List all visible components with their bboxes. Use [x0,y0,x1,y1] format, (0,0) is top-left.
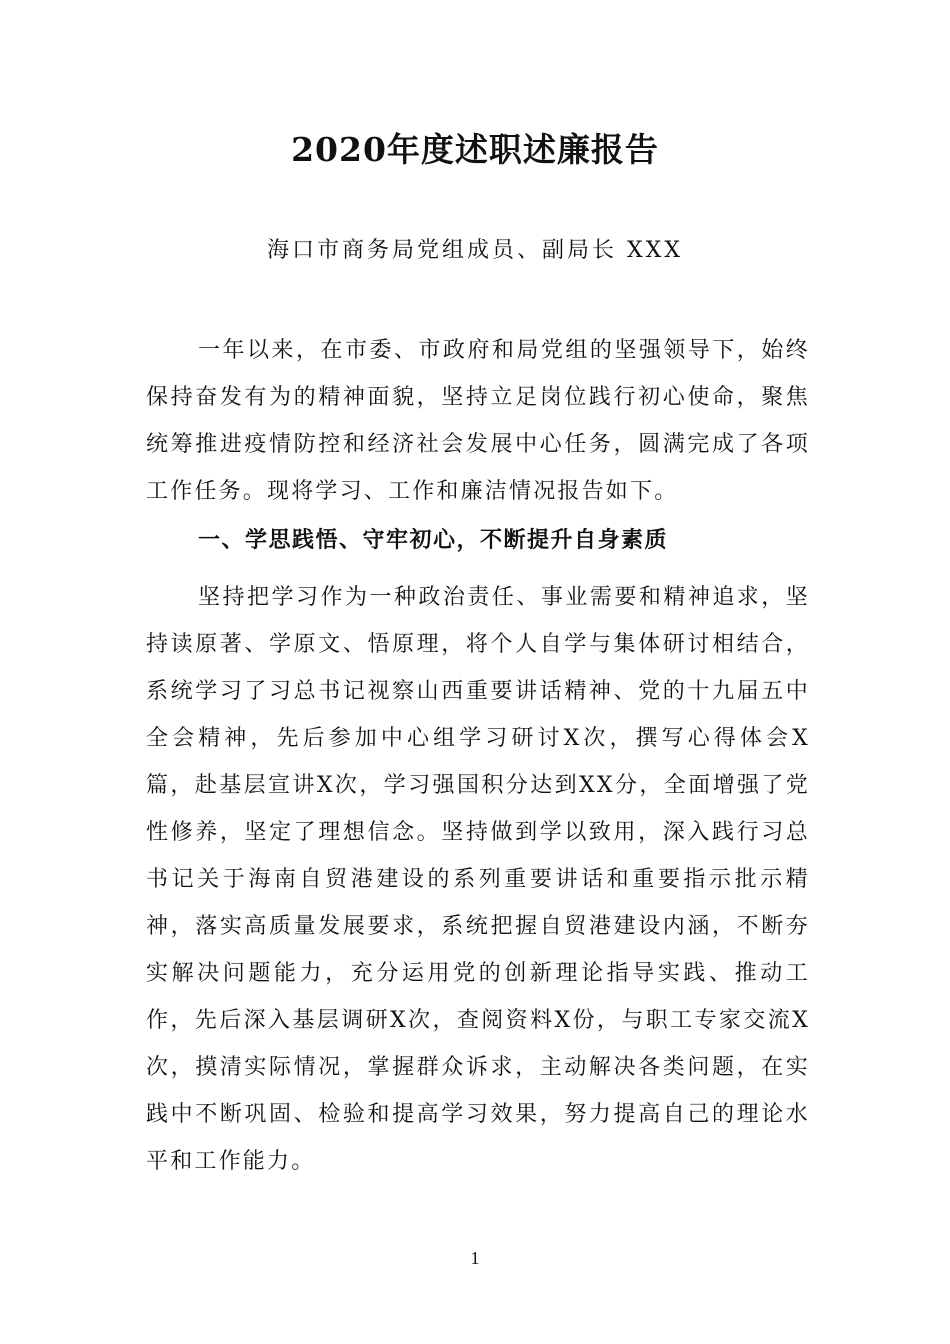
page-number: 1 [470,1248,480,1268]
document-title: 2020年度述职述廉报告 [291,130,659,169]
section-heading: 一、学思践悟、守牢初心，不断提升自身素质 [198,528,669,553]
intro-paragraph: 一年以来，在市委、市政府和局党组的坚强领导下，始终保持奋发有为的精神面貌，坚持立足岗位践行初心使命，聚焦统筹推进疫情防控和经济社会发展中心任务，圆满完成了各项工作任务。现将学习、工作和廉洁情况报告如下。 [146,338,810,504]
section-paragraph: 坚持把学习作为一种政治责任、事业需要和精神追求，坚持读原著、学原文、悟原理，将个人自学与集体研讨相结合，系统学习了习总书记视察山西重要讲话精神、党的十九届五中全会精神，先后参加中心组学习研讨X次，撰写心得体会X篇，赴基层宣讲X次，学习强国积分达到XX分，全面增强了党性修养，坚定了理想信念。坚持做到学以致用，深入践行习总书记关于海南自贸港建设的系列重要讲话和重要指示批示精神，落实高质量发展要求，系统把握自贸港建设内涵，不断夯实解决问题能力，充分运用党的创新理论指导实践、推动工作，先后深入基层调研X次，查阅资料X份，与职工专家交流X次，摸清实际情况，掌握群众诉求，主动解决各类问题，在实践中不断巩固、检验和提高学习效果，努力提高自己的理论水平和工作能力。 [146,585,810,1174]
author-line: 海口市商务局党组成员、副局长 XXX [267,238,683,263]
